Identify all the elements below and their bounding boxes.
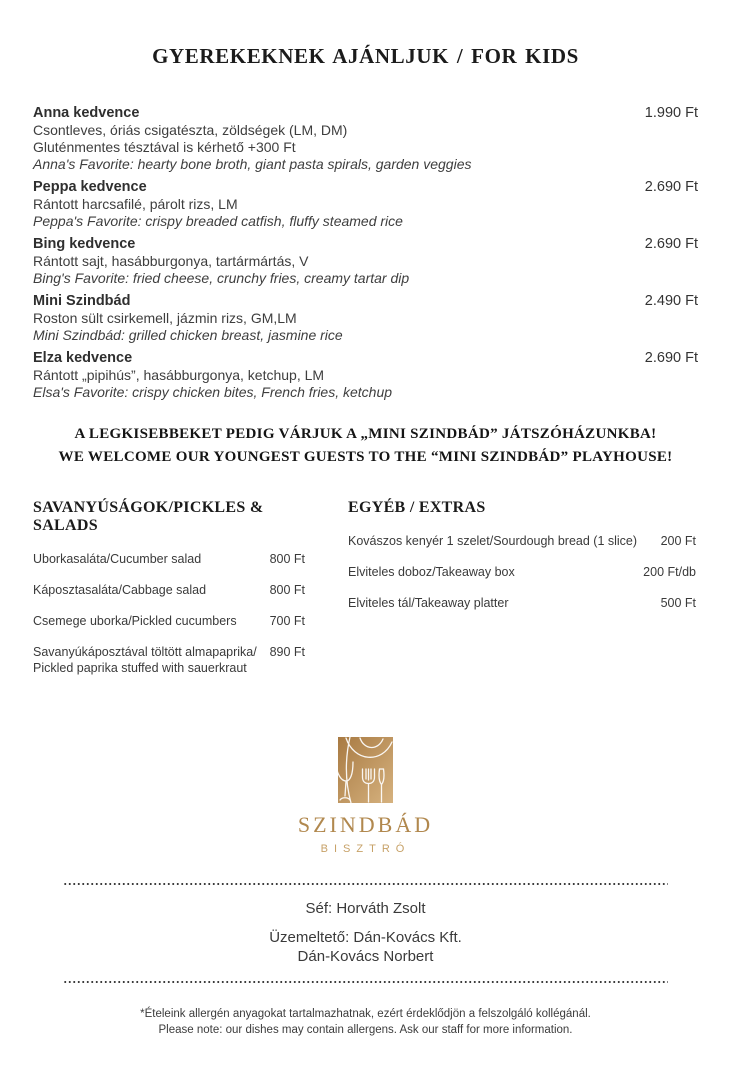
kids-item-name: Anna kedvence	[33, 105, 140, 121]
side-dish-name: Savanyúkáposztával töltött almapaprika/ Pickled paprika stuffed with sauerkraut	[33, 645, 257, 675]
kids-item-name: Bing kedvence	[33, 236, 136, 252]
dotted-divider-bottom	[63, 981, 668, 983]
banner-line-hu: A LEGKISEBBEKET PEDIG VÁRJUK A „MINI SZINDBÁD” JÁTSZÓHÁZUNKBA!	[74, 426, 657, 442]
kids-item-name: Mini Szindbád	[33, 293, 131, 309]
kids-menu-item	[33, 236, 698, 287]
side-dish-price: 200 Ft/db	[643, 565, 696, 579]
kids-item-header	[33, 105, 698, 122]
kids-item-descriptions	[33, 367, 698, 384]
side-dish-price: 800 Ft	[269, 583, 305, 597]
banner-line-en: WE WELCOME OUR YOUNGEST GUESTS TO THE “MINI SZINDBÁD” PLAYHOUSE!	[58, 449, 673, 465]
kids-item-description-line: Rántott sajt, hasábburgonya, tartármártás, V	[33, 253, 309, 269]
side-dish-row	[33, 582, 305, 598]
kids-item-description-line: Roston sült csirkemell, jázmin rizs, GM,LM	[33, 310, 297, 326]
kids-menu-section	[33, 105, 698, 401]
pickles-header: SAVANYÚSÁGOK/PICKLES & SALADS	[33, 499, 264, 534]
side-dish-row	[348, 533, 696, 549]
kids-menu-item	[33, 179, 698, 230]
side-dish-name: Uborkasaláta/Cucumber salad	[33, 552, 202, 566]
operator-block	[0, 928, 731, 966]
brand-name: SZINDBÁD	[297, 812, 434, 837]
kids-item-header	[33, 236, 698, 253]
operator-person: Dán-Kovács Norbert	[297, 948, 434, 965]
kids-menu-item	[33, 293, 698, 344]
kids-item-price: 2.690 Ft	[644, 236, 698, 252]
side-dish-row	[33, 613, 305, 629]
side-dish-price: 200 Ft	[660, 534, 696, 548]
kids-item-description-en: Elsa's Favorite: crispy chicken bites, French fries, ketchup	[33, 384, 393, 400]
kids-item-header	[33, 350, 698, 367]
kids-item-name: Peppa kedvence	[33, 179, 147, 195]
page-title: GYEREKEKNEK AJÁNLJUK / FOR KIDS	[152, 44, 579, 68]
kids-item-header	[33, 179, 698, 196]
kids-item-description-line: Rántott harcsafilé, párolt rizs, LM	[33, 196, 238, 212]
kids-item-name: Elza kedvence	[33, 350, 133, 366]
kids-item-price: 2.490 Ft	[644, 293, 698, 309]
playhouse-banner	[0, 423, 731, 469]
kids-menu-item	[33, 105, 698, 173]
allergen-note-en: Please note: our dishes may contain allergens. Ask our staff for more information.	[158, 1024, 573, 1036]
side-dish-price: 800 Ft	[269, 552, 305, 566]
brand-subtitle: BISZTRÓ	[320, 843, 411, 855]
kids-menu-item	[33, 350, 698, 401]
kids-item-descriptions	[33, 310, 698, 327]
side-dish-row	[33, 644, 305, 676]
extras-section	[348, 499, 696, 626]
dotted-divider-top	[63, 883, 668, 885]
side-dish-row	[348, 564, 696, 580]
kids-item-descriptions	[33, 196, 698, 213]
side-dish-price: 500 Ft	[660, 596, 696, 610]
restaurant-logo-icon	[338, 737, 393, 803]
kids-item-price: 1.990 Ft	[644, 105, 698, 121]
kids-item-description-en: Mini Szindbád: grilled chicken breast, jasmine rice	[33, 327, 343, 343]
kids-item-description-line: Gluténmentes tésztával is kérhető +300 Ft	[33, 139, 296, 155]
side-dish-name: Kovászos kenyér 1 szelet/Sourdough bread (1 slice)	[348, 534, 638, 548]
extras-list	[348, 533, 696, 611]
kids-item-description-en: Anna's Favorite: hearty bone broth, giant pasta spirals, garden veggies	[33, 156, 472, 172]
pickles-list	[33, 551, 305, 676]
side-dish-price: 890 Ft	[269, 645, 305, 659]
kids-item-description-en: Peppa's Favorite: crispy breaded catfish, fluffy steamed rice	[33, 213, 403, 229]
kids-item-price: 2.690 Ft	[644, 179, 698, 195]
side-dish-name: Káposztasaláta/Cabbage salad	[33, 583, 207, 597]
menu-page	[0, 44, 731, 1068]
allergen-note-hu: *Ételeink allergén anyagokat tartalmazhatnak, ezért érdeklődjön a felszolgáló kollégánál.	[140, 1008, 591, 1020]
brand-logo	[0, 737, 731, 855]
side-dish-name: Csemege uborka/Pickled cucumbers	[33, 614, 237, 628]
kids-item-header	[33, 293, 698, 310]
chef-line: Séf: Horváth Zsolt	[305, 900, 426, 917]
extras-header: EGYÉB / EXTRAS	[348, 499, 486, 516]
side-dish-row	[348, 595, 696, 611]
side-dish-row	[33, 551, 305, 567]
kids-item-description-en: Bing's Favorite: fried cheese, crunchy fries, creamy tartar dip	[33, 270, 410, 286]
side-dish-price: 700 Ft	[269, 614, 305, 628]
side-dishes-columns	[33, 499, 731, 691]
allergen-note	[0, 1006, 731, 1038]
kids-item-description-line: Csontleves, óriás csigatészta, zöldségek (LM, DM)	[33, 122, 348, 138]
kids-item-price: 2.690 Ft	[644, 350, 698, 366]
side-dish-name: Elviteles doboz/Takeaway box	[348, 565, 515, 579]
kids-item-description-line: Rántott „pipihús”, hasábburgonya, ketchup, LM	[33, 367, 325, 383]
side-dish-name: Elviteles tál/Takeaway platter	[348, 596, 509, 610]
kids-item-descriptions	[33, 122, 698, 156]
kids-item-descriptions	[33, 253, 698, 270]
operator-company: Üzemeltető: Dán-Kovács Kft.	[269, 929, 462, 946]
pickles-section	[33, 499, 305, 691]
